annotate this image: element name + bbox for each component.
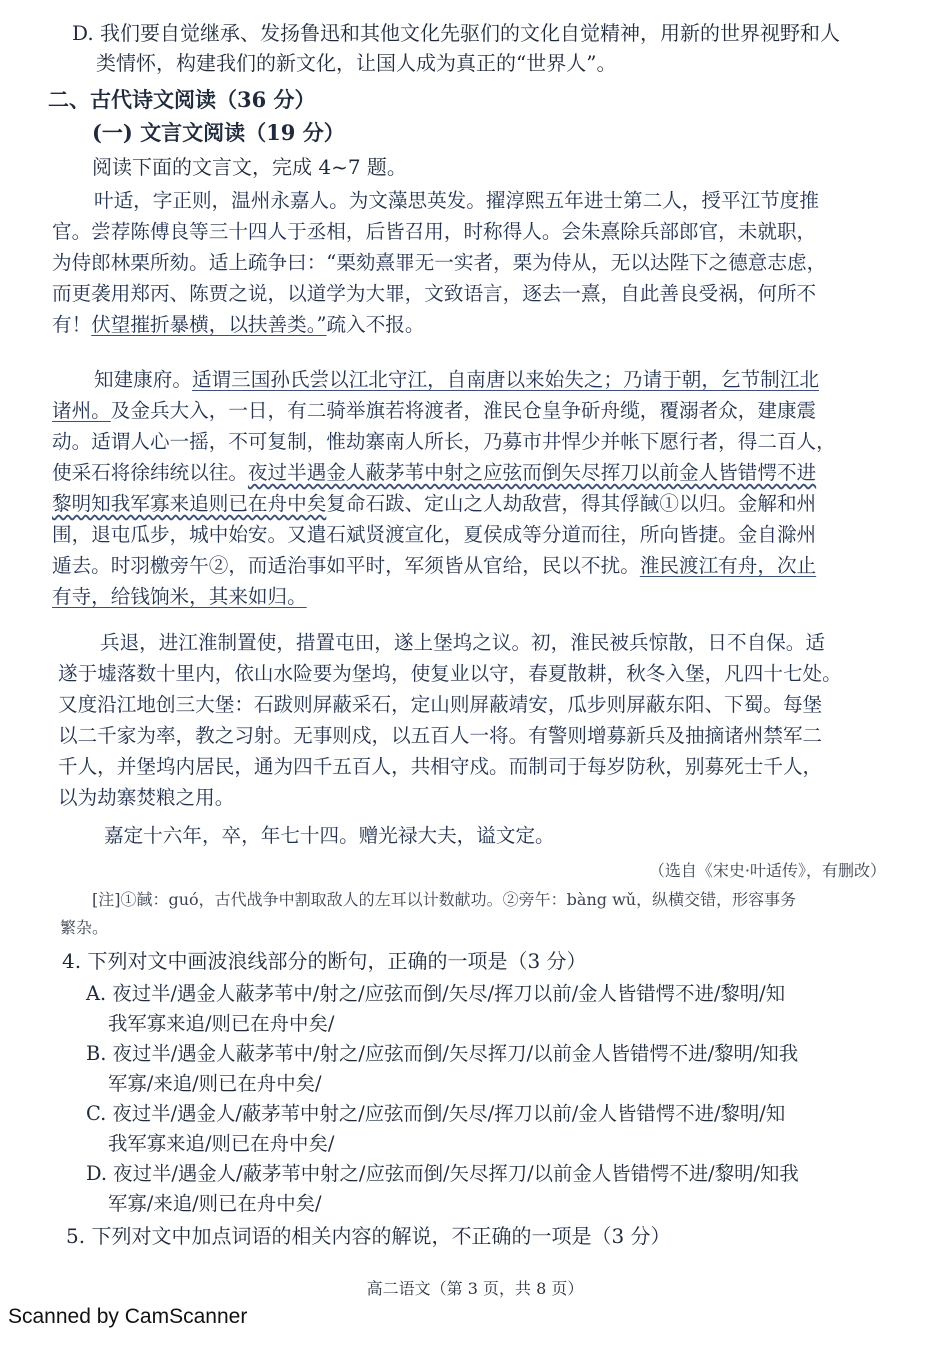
annotation-notes [0, 886, 950, 942]
wavy-underlined-text: 黎明知我军寡来追则已在舟中矣 [52, 492, 327, 515]
text-line: 类情怀，构建我们的新文化，让国人成为真正的“世界人”。 [96, 51, 617, 75]
option-c: C. 夜过半/遇金人/蔽茅苇中射之/应弦而倒/矢尽/挥刀以前/金人皆错愕不进/黎明/知 [86, 1102, 786, 1125]
text-line: 叶适，字正则，温州永嘉人。为文藻思英发。擢淳熙五年进士第二人，授平江节度推 [94, 189, 819, 212]
text-line: 而更袭用郑丙、陈贾之说，以道学为大罪，文致语言，逐去一熹，自此善良受祸，何所不 [52, 282, 817, 305]
text-line: 官。尝荐陈傅良等三十四人于丞相，后皆召用，时称得人。会朱熹除兵部郎官，未就职， [52, 220, 817, 243]
option-a-cont: 我军寡来追/则已在舟中矣/ [108, 1012, 335, 1035]
text-line: 遂于墟落数十里内，依山水险要为堡坞，使复业以守，春夏散耕，秋冬入堡，凡四十七处。 [58, 662, 842, 685]
text-line: 以为劫寨焚粮之用。 [58, 786, 235, 809]
underlined-sentence: 淮民渡江有舟，次止 [639, 554, 817, 577]
option-b: B. 夜过半/遇金人蔽茅苇中/射之/应弦而倒/矢尽挥刀/以前金人皆错愕不进/黎明/知我 [86, 1042, 799, 1065]
text-line: 使采石将徐纬统以往。夜过半遇金人蔽茅苇中射之应弦而倒矢尽挥刀以前金人皆错愕不进 [52, 461, 817, 484]
scanner-watermark: Scanned by CamScanner [8, 1305, 248, 1328]
option-d-cont: 军寡/来追/则已在舟中矣/ [108, 1192, 322, 1215]
text-line: 嘉定十六年，卒，年七十四。赠光禄大夫，谥文定。 [104, 824, 555, 847]
text-line: 有！伏望摧折暴横，以扶善类。”疏入不报。 [52, 313, 425, 336]
question-4-options [0, 979, 950, 1219]
text-line: D. 我们要自觉继承、发扬鲁迅和其他文化先驱们的文化自觉精神，用新的世界视野和人 [72, 21, 841, 45]
text-line: 诸州。及金兵大入，一日，有二骑举旗若将渡者，淮民仓皇争斫舟缆，覆溺者众，建康震 [52, 399, 817, 422]
section-title: 二、古代诗文阅读（36 分） [48, 87, 316, 112]
underlined-sentence: 诸州。 [52, 399, 111, 422]
text-line: 动。适谓人心一摇，不可复制，惟劫寨南人所长，乃募市井悍少并帐下愿行者，得二百人， [52, 430, 836, 453]
text-line: 繁杂。 [60, 918, 109, 937]
text-line: [注]①馘：guó，古代战争中割取敌人的左耳以计数献功。②旁午：bàng wǔ，纵横交错，形容事务 [92, 890, 797, 909]
text-line: 围，退屯瓜步，城中始安。又遣石斌贤渡宣化，夏侯成等分道而往，所向皆捷。金自滁州 [52, 523, 817, 546]
text-line: 黎明知我军寡来追则已在舟中矣复命石跋、定山之人劫敌营，得其俘馘①以归。金解和州 [52, 492, 817, 515]
text-line: 兵退，进江淮制置使，措置屯田，遂上堡坞之议。初，淮民被兵惊散，日不自保。适 [100, 631, 825, 654]
question-4 [0, 946, 950, 976]
text-line: 为侍郎林栗所劾。适上疏争曰：“栗劾熹罪无一实者，栗为侍从，无以达陛下之德意志虑， [52, 251, 827, 274]
question-stem: 4. 下列对文中画波浪线部分的断句，正确的一项是（3 分） [62, 949, 587, 973]
question-5 [0, 1221, 950, 1251]
text-line: 千人，并堡坞内居民，通为四千五百人，共相守戍。而制司于每岁防秋，别募死士千人， [58, 755, 823, 778]
underlined-sentence: 伏望摧折暴横，以扶善类。” [91, 313, 327, 336]
option-b-cont: 军寡/来追/则已在舟中矣/ [108, 1072, 322, 1095]
question-stem: 5. 下列对文中加点词语的相关内容的解说，不正确的一项是（3 分） [66, 1224, 671, 1248]
passage-paragraph-4 [0, 820, 950, 851]
passage-paragraph-2 [0, 364, 950, 612]
wavy-underlined-text: 夜过半遇金人蔽茅苇中射之应弦而倒矢尽挥刀以前金人皆错愕不进 [247, 461, 817, 484]
text-line: 以二千家为率，教之习射。无事则戍，以五百人一将。有警则增募新兵及抽摘诸州禁军二 [58, 724, 823, 747]
passage-paragraph-1 [0, 185, 950, 340]
option-d-previous-question [0, 18, 950, 78]
reading-instruction: 阅读下面的文言文，完成 4~7 题。 [92, 155, 407, 179]
passage-source: （选自《宋史·叶适传》，有删改） [648, 861, 886, 880]
option-c-cont: 我军寡来追/则已在舟中矣/ [108, 1132, 335, 1155]
subsection-title: (一) 文言文阅读（19 分） [92, 120, 345, 145]
page-footer: 高二语文（第 3 页，共 8 页） [366, 1279, 584, 1298]
text-line: 遁去。时羽檄旁午②，而适治事如平时，军须皆从官给，民以不扰。淮民渡江有舟，次止 [52, 554, 817, 577]
underlined-sentence: 有寺，给钱饷米，其来如归。 [52, 585, 307, 608]
text-line: 知建康府。适谓三国孙氏尝以江北守江，自南唐以来始失之；乃请于朝，乞节制江北 [94, 368, 819, 391]
text-line: 又度沿江地创三大堡：石跋则屏蔽采石，定山则屏蔽靖安，瓜步则屏蔽东阳、下蜀。每堡 [58, 693, 823, 716]
option-d: D. 夜过半/遇金人/蔽茅苇中射之/应弦而倒/矢尽挥刀/以前金人皆错愕不进/黎明/知我 [86, 1162, 799, 1185]
passage-paragraph-3 [0, 627, 950, 813]
underlined-sentence: 适谓三国孙氏尝以江北守江，自南唐以来始失之；乃请于朝，乞节制江北 [191, 368, 819, 391]
option-a: A. 夜过半/遇金人蔽茅苇中/射之/应弦而倒/矢尽/挥刀以前/金人皆错愕不进/黎明/知 [86, 982, 786, 1005]
